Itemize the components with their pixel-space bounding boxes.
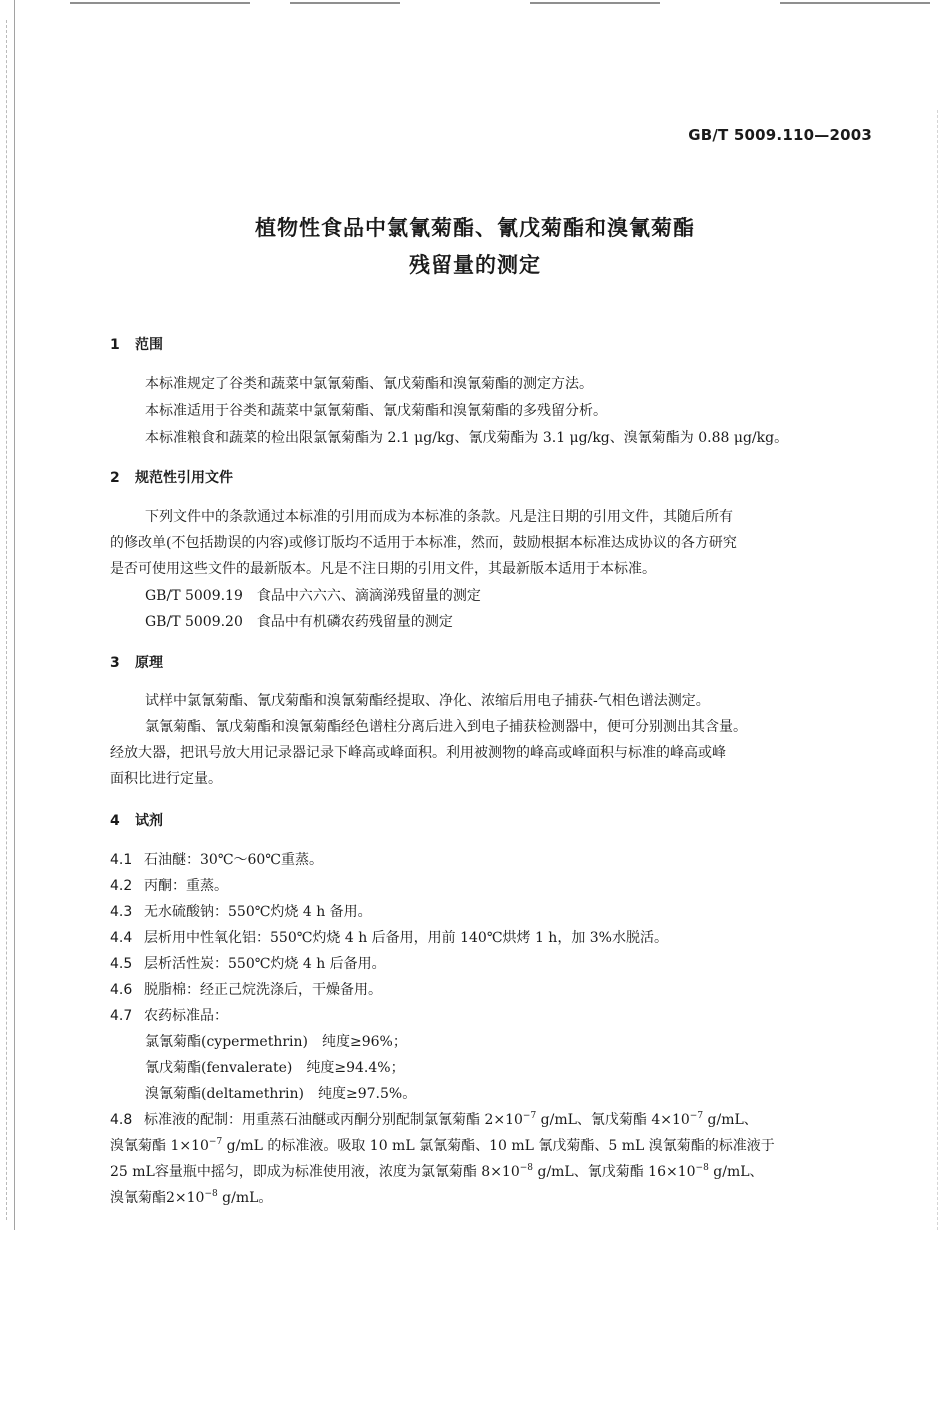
- reagent-item-4-8-line2: [110, 1135, 775, 1155]
- item-text: 脱脂棉：经正己烷洗涤后，干燥备用。: [144, 982, 382, 998]
- section-number: 4: [110, 813, 120, 829]
- standard-purity: 氯氰菊酯(cypermethrin) 纯度≥96%；: [145, 1034, 407, 1050]
- item-text: g/mL。: [217, 1190, 273, 1206]
- item-text: 25 mL容量瓶中摇匀，即成为标准使用液，浓度为氯氰菊酯 8×10: [110, 1164, 520, 1180]
- item-number: 4.5: [110, 956, 133, 972]
- paragraph: 本标准规定了谷类和蔬菜中氯氰菊酯、氰戊菊酯和溴氰菊酯的测定方法。: [145, 376, 593, 392]
- standard-purity: 溴氰菊酯(deltamethrin) 纯度≥97.5%。: [145, 1086, 417, 1102]
- paragraph: 本标准适用于谷类和蔬菜中氯氰菊酯、氰戊菊酯和溴氰菊酯的多残留分析。: [145, 403, 607, 419]
- item-number: 4.7: [110, 1008, 133, 1024]
- item-text: 溴氰菊酯2×10: [110, 1190, 205, 1206]
- item-text: g/mL、: [708, 1164, 764, 1180]
- reagent-item: [110, 875, 228, 895]
- item-number: 4.2: [110, 878, 133, 894]
- item-text: g/mL、: [703, 1112, 758, 1128]
- paragraph-line: 面积比进行定量。: [110, 771, 222, 787]
- section-title: 原理: [135, 655, 163, 671]
- reference-item: GB/T 5009.19 食品中六六六、滴滴涕残留量的测定: [145, 588, 481, 604]
- item-number: 4.3: [110, 904, 133, 920]
- item-text: g/mL、氰戊菊酯 4×10: [536, 1112, 690, 1128]
- item-text: 丙酮：重蒸。: [144, 878, 228, 894]
- section-number: 1: [110, 337, 120, 353]
- item-text: g/mL 的标准液。吸取 10 mL 氯氰菊酯、10 mL 氰戊菊酯、5 mL 溴氰菊酯的标准液于: [222, 1138, 775, 1154]
- item-number: 4.1: [110, 852, 133, 868]
- item-number: 4.8: [110, 1112, 133, 1128]
- reagent-item: [110, 979, 382, 999]
- paragraph-line: 氯氰菊酯、氰戊菊酯和溴氰菊酯经色谱柱分离后进入到电子捕获检测器中，便可分别测出其含量。: [145, 719, 747, 735]
- reagent-item: [110, 901, 372, 921]
- exponent: −8: [695, 1163, 709, 1173]
- document-title-line1: 植物性食品中氯氰菊酯、氰戊菊酯和溴氰菊酯: [255, 216, 695, 240]
- item-text: 溴氰菊酯 1×10: [110, 1138, 209, 1154]
- reagent-item-4-8-line3: [110, 1161, 764, 1181]
- section-4-heading: [110, 810, 163, 830]
- exponent: −7: [522, 1111, 537, 1121]
- reagent-item-4-8-line4: [110, 1187, 272, 1207]
- document-title-line2: 残留量的测定: [409, 253, 541, 277]
- reagent-item: [110, 953, 386, 973]
- exponent: −7: [208, 1137, 223, 1147]
- paragraph-line: 经放大器，把讯号放大用记录器记录下峰高或峰面积。利用被测物的峰高或峰面积与标准的峰高或峰: [110, 745, 726, 761]
- paragraph-line: 是否可使用这些文件的最新版本。凡是不注日期的引用文件，其最新版本适用于本标准。: [110, 561, 656, 577]
- paragraph-line: 下列文件中的条款通过本标准的引用而成为本标准的条款。凡是注日期的引用文件，其随后所有: [145, 509, 733, 525]
- reagent-item: [110, 927, 668, 947]
- section-1-heading: [110, 334, 163, 354]
- paragraph-line: 试样中氯氰菊酯、氰戊菊酯和溴氰菊酯经提取、净化、浓缩后用电子捕获-气相色谱法测定。: [145, 693, 710, 709]
- reagent-item: [110, 849, 323, 869]
- exponent: −8: [204, 1189, 218, 1199]
- section-3-heading: [110, 652, 163, 672]
- item-number: 4.4: [110, 930, 133, 946]
- item-text: 标准液的配制：用重蒸石油醚或丙酮分别配制氯氰菊酯 2×10: [144, 1112, 523, 1128]
- item-text: g/mL、氰戊菊酯 16×10: [533, 1164, 696, 1180]
- standard-purity: 氰戊菊酯(fenvalerate) 纯度≥94.4%；: [145, 1060, 405, 1076]
- section-2-heading: [110, 467, 233, 487]
- scan-top-rule: [290, 2, 400, 4]
- paragraph-line: 的修改单(不包括勘误的内容)或修订版均不适用于本标准，然而，鼓励根据本标准达成协议的各方研究: [110, 535, 737, 551]
- section-number: 3: [110, 655, 120, 671]
- item-text: 无水硫酸钠：550℃灼烧 4 h 备用。: [144, 904, 372, 920]
- section-title: 规范性引用文件: [135, 470, 233, 486]
- item-text: 层析用中性氧化铝：550℃灼烧 4 h 后备用，用前 140℃烘烤 1 h，加 3%水脱活。: [144, 930, 668, 946]
- reference-item: GB/T 5009.20 食品中有机磷农药残留量的测定: [145, 614, 453, 630]
- exponent: −8: [519, 1163, 534, 1173]
- item-text: 石油醚：30℃～60℃重蒸。: [144, 852, 323, 868]
- item-text: 层析活性炭：550℃灼烧 4 h 后备用。: [144, 956, 386, 972]
- scan-top-rule: [780, 2, 930, 4]
- section-number: 2: [110, 470, 120, 486]
- scan-top-rule: [530, 2, 660, 4]
- standard-number: GB/T 5009.110—2003: [688, 126, 872, 144]
- item-number: 4.6: [110, 982, 133, 998]
- section-title: 范围: [135, 337, 163, 353]
- exponent: −7: [689, 1111, 704, 1121]
- reagent-item: [110, 1005, 228, 1025]
- scan-top-rule: [70, 2, 250, 4]
- scan-binding-marks: [6, 20, 9, 1220]
- reagent-item-4-8-line1: [110, 1109, 758, 1129]
- item-text: 农药标准品：: [144, 1008, 228, 1024]
- paragraph: 本标准粮食和蔬菜的检出限氯氰菊酯为 2.1 μg/kg、氰戊菊酯为 3.1 μg/kg、溴氰菊酯为 0.88 μg/kg。: [145, 430, 789, 446]
- section-title: 试剂: [135, 813, 163, 829]
